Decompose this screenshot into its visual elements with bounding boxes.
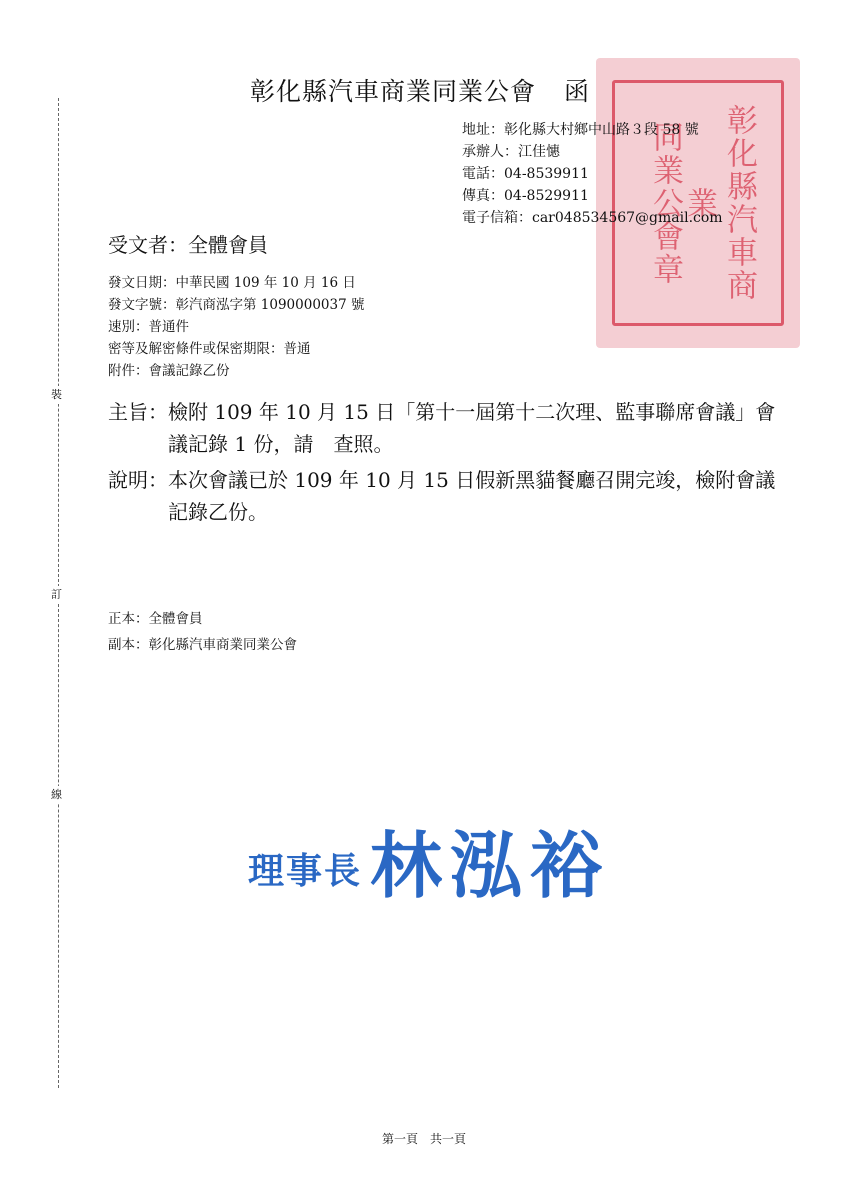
- copies-block: [108, 606, 297, 658]
- subject-section: [108, 396, 788, 460]
- signature-title: 理事長: [248, 850, 363, 892]
- org-name: 彰化縣汽車商業同業公會: [250, 77, 537, 106]
- contact-handler: 承辦人：江佳憓: [462, 144, 560, 160]
- binding-mark-xian: 線: [51, 786, 62, 804]
- document-header: [250, 72, 590, 108]
- explanation-label: 說明：: [108, 468, 168, 492]
- classification: 密等及解密條件或保密期限：普通: [108, 341, 311, 357]
- speed-class: 速別：普通件: [108, 319, 189, 335]
- issue-date: 發文日期：中華民國 109 年 10 月 16 日: [108, 275, 356, 291]
- binding-mark-ding: 訂: [51, 586, 62, 604]
- document-meta: [108, 272, 364, 382]
- seal-text-left: 同業公會章: [647, 120, 683, 286]
- subject-label: 主旨：: [108, 400, 168, 424]
- signature-name: 林泓裕: [370, 823, 611, 908]
- contact-block: [462, 119, 723, 229]
- copy-duplicate: 副本：彰化縣汽車商業同業公會: [108, 637, 297, 653]
- contact-address: 地址：彰化縣大村鄉中山路３段 58 號: [462, 122, 699, 138]
- explanation-text: 本次會議已於 109 年 10 月 15 日假新黑貓餐廳召開完竣，檢附會議記錄乙份。: [168, 468, 776, 524]
- contact-fax: 傳真：04-8529911: [462, 188, 589, 204]
- seal-text-right: 彰化縣汽車商業: [681, 104, 757, 302]
- doc-type: 函: [564, 77, 591, 106]
- contact-phone: 電話：04-8539911: [462, 166, 589, 182]
- attachment: 附件：會議記錄乙份: [108, 363, 230, 379]
- page-footer: 第一頁 共一頁: [381, 1132, 466, 1146]
- recipient-line: 受文者：全體會員: [108, 233, 268, 257]
- copy-original: 正本：全體會員: [108, 611, 203, 627]
- contact-email: 電子信箱：car048534567@gmail.com: [462, 210, 723, 226]
- doc-number: 發文字號：彰汽商泓字第 1090000037 號: [108, 297, 365, 313]
- binding-mark-zhuang: 裝: [51, 386, 62, 404]
- signature-stamp: [248, 808, 610, 912]
- subject-text: 檢附 109 年 10 月 15 日「第十一屆第十二次理、監事聯席會議」會議記錄 1 份，請 查照。: [168, 400, 776, 456]
- explanation-section: [108, 464, 788, 528]
